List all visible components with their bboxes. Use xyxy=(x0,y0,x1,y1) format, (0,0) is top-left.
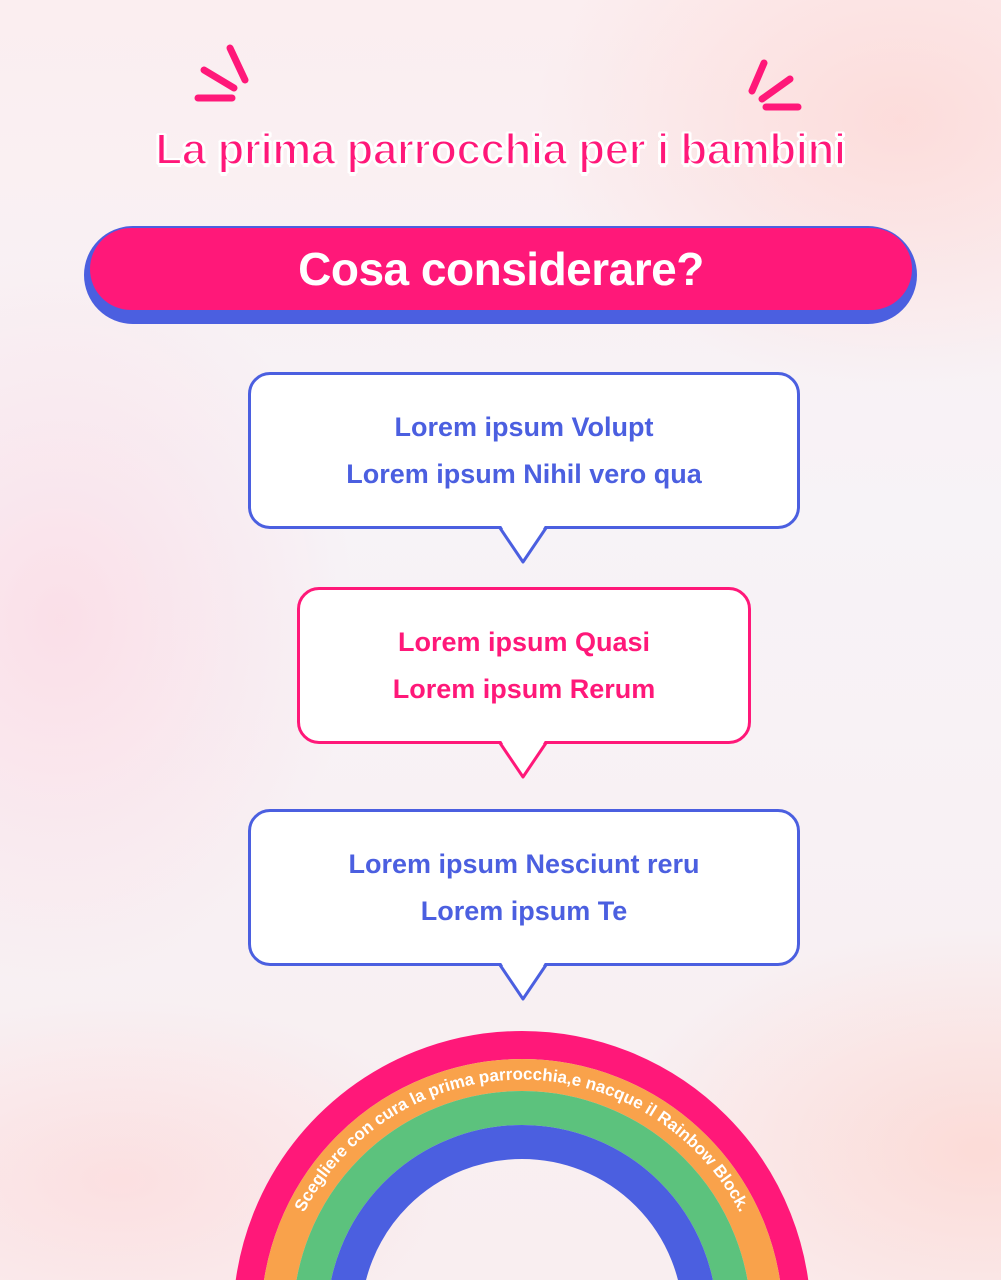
bubble-line: Lorem ipsum Te xyxy=(420,895,628,926)
bubble-line: Lorem ipsum Nihil vero qua xyxy=(346,458,702,489)
speech-bubble-2 xyxy=(297,587,751,744)
section-banner xyxy=(90,228,912,310)
bubble-tail xyxy=(498,524,548,566)
rainbow-caption: Scegliere con cura la prima parrocchia,e nacque il Rainbow Block. xyxy=(290,1064,754,1215)
banner-label: Cosa considerare? xyxy=(298,243,704,295)
speech-bubble-3 xyxy=(248,809,800,966)
speech-bubble-1 xyxy=(248,372,800,529)
bubble-line: Lorem ipsum Quasi xyxy=(397,626,651,657)
bubble-line: Lorem ipsum Volupt xyxy=(394,411,654,442)
bubble-tail xyxy=(498,739,548,781)
burst-lines-icon xyxy=(740,55,810,125)
page-title: La prima parrocchia per i bambini xyxy=(155,125,846,174)
bubble-tail xyxy=(498,961,548,1003)
rainbow-graphic xyxy=(0,1020,1001,1280)
burst-lines-icon xyxy=(190,40,260,110)
bubble-line: Lorem ipsum Rerum xyxy=(392,673,656,704)
bubble-line: Lorem ipsum Nesciunt reru xyxy=(348,848,700,879)
